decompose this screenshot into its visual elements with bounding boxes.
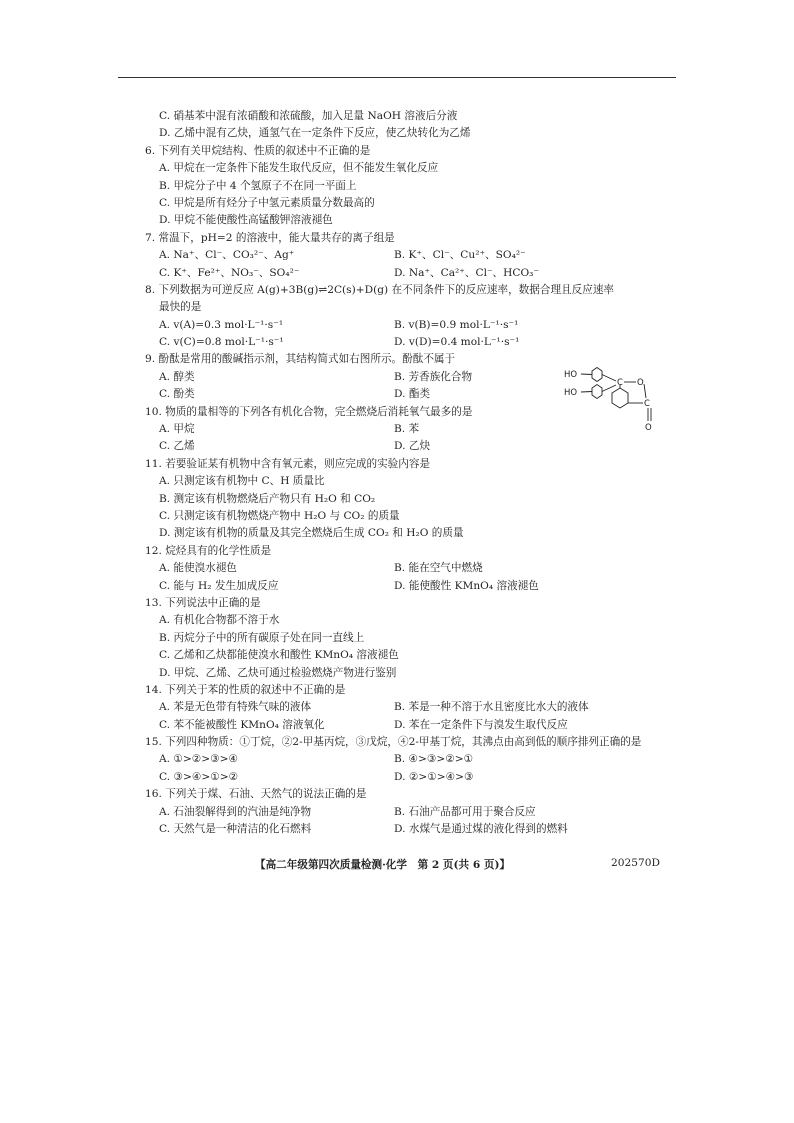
question-13-option-d: D. 甲烷、乙烯、乙炔可通过检验燃烧产物进行鉴别 bbox=[159, 666, 397, 679]
question-10-stem: 10. 物质的量相等的下列各有机化合物，完全燃烧后消耗氧气最多的是 bbox=[145, 405, 473, 418]
question-13-option-c: C. 乙烯和乙炔都能使溴水和酸性 KMnO₄ 溶液褪色 bbox=[159, 649, 399, 662]
formula-label-o-ring: O bbox=[637, 378, 644, 388]
question-8-stem-cont: 最快的是 bbox=[159, 301, 202, 314]
header-rule bbox=[118, 77, 676, 78]
carry-option-d: D. 乙烯中混有乙炔，通氢气在一定条件下反应，使乙炔转化为乙烯 bbox=[159, 127, 471, 140]
question-8-option-b: B. v(B)=0.9 mol·L⁻¹·s⁻¹ bbox=[394, 318, 519, 331]
question-14-row-2 bbox=[145, 717, 685, 734]
question-8-option-a: A. v(A)=0.3 mol·L⁻¹·s⁻¹ bbox=[159, 318, 284, 331]
exam-code: 202570D bbox=[611, 857, 660, 869]
question-9-option-c: C. 酚类 bbox=[159, 388, 195, 401]
question-10-option-a: A. 甲烷 bbox=[159, 423, 195, 436]
question-8-row-1 bbox=[145, 317, 685, 334]
question-15-option-c: C. ③>④>①>② bbox=[159, 770, 239, 783]
question-8-row-2 bbox=[145, 334, 685, 351]
question-12-row-1 bbox=[145, 560, 685, 577]
question-11-option-b: B. 测定该有机物燃烧后产物只有 H₂O 和 CO₂ bbox=[159, 492, 376, 505]
phenol-ring-lower bbox=[592, 385, 602, 399]
question-15-option-d: D. ②>①>④>③ bbox=[394, 770, 474, 783]
question-9-option-a: A. 醇类 bbox=[159, 370, 195, 383]
question-9-option-d: D. 酯类 bbox=[394, 388, 431, 401]
question-6-option-a: A. 甲烷在一定条件下能发生取代反应，但不能发生氧化反应 bbox=[159, 162, 439, 175]
phenolphthalein-structure bbox=[564, 367, 670, 437]
question-7-stem: 7. 常温下，pH=2 的溶液中，能大量共存的离子组是 bbox=[145, 231, 395, 244]
question-13-stem: 13. 下列说法中正确的是 bbox=[145, 596, 261, 609]
question-14-option-d: D. 苯在一定条件下与溴发生取代反应 bbox=[394, 718, 568, 731]
question-10-option-c: C. 乙烯 bbox=[159, 440, 195, 453]
lactone-benzene-ring bbox=[612, 388, 628, 408]
question-14-option-a: A. 苯是无色带有特殊气味的液体 bbox=[159, 701, 312, 714]
bond-ho-ring-1 bbox=[581, 374, 592, 375]
question-12-stem: 12. 烷烃具有的化学性质是 bbox=[145, 544, 272, 557]
question-12-option-c: C. 能与 H₂ 发生加成反应 bbox=[159, 579, 279, 592]
bond-ring2-c bbox=[602, 385, 616, 392]
formula-label-ho-2: HO bbox=[564, 388, 578, 398]
question-16-option-b: B. 石油产品都可用于聚合反应 bbox=[394, 805, 536, 818]
question-15-row-1 bbox=[145, 751, 685, 768]
bond-o-carbonyl bbox=[644, 384, 646, 398]
question-10-option-d: D. 乙炔 bbox=[394, 440, 431, 453]
question-7-option-a: A. Na⁺、Cl⁻、CO₃²⁻、Ag⁺ bbox=[159, 249, 295, 262]
formula-label-c: C bbox=[617, 378, 623, 388]
question-14-stem: 14. 下列关于苯的性质的叙述中不正确的是 bbox=[145, 683, 346, 696]
formula-label-o-carbonyl: O bbox=[645, 423, 652, 433]
question-8-option-d: D. v(D)=0.4 mol·L⁻¹·s⁻¹ bbox=[394, 336, 520, 349]
question-6-option-c: C. 甲烷是所有烃分子中氢元素质量分数最高的 bbox=[159, 196, 375, 209]
question-7-row-1 bbox=[145, 247, 685, 264]
question-16-row-1 bbox=[145, 804, 685, 821]
question-9-option-b: B. 芳香族化合物 bbox=[394, 370, 473, 383]
formula-label-c-carbonyl: C bbox=[644, 399, 650, 409]
phenol-ring-upper bbox=[592, 368, 602, 382]
question-9-stem: 9. 酚酞是常用的酸碱指示剂，其结构简式如右图所示。酚酞不属于 bbox=[145, 353, 456, 366]
carry-option-c: C. 硝基苯中混有浓硝酸和浓硫酸，加入足量 NaOH 溶液后分液 bbox=[159, 110, 458, 122]
question-7-option-c: C. K⁺、Fe²⁺、NO₃⁻、SO₄²⁻ bbox=[159, 266, 300, 279]
question-16-option-c: C. 天然气是一种清洁的化石燃料 bbox=[159, 823, 312, 836]
question-12-option-a: A. 能使溴水褪色 bbox=[159, 562, 237, 575]
bond-ring1-c bbox=[602, 375, 616, 382]
question-6-stem: 6. 下列有关甲烷结构、性质的叙述中不正确的是 bbox=[145, 144, 371, 157]
bond-ho-ring-2 bbox=[581, 392, 592, 393]
question-13-option-a: A. 有机化合物都不溶于水 bbox=[159, 614, 280, 627]
question-16-stem: 16. 下列关于煤、石油、天然气的说法正确的是 bbox=[145, 788, 367, 801]
exam-content bbox=[145, 108, 685, 838]
question-8-stem: 8. 下列数据为可逆反应 A(g)+3B(g)⇌2C(s)+D(g) 在不同条件下的反应速率，数据合理且反应速率 bbox=[145, 283, 615, 296]
question-10-row-2 bbox=[145, 438, 685, 455]
question-16-option-d: D. 水煤气是通过煤的液化得到的燃料 bbox=[394, 823, 568, 836]
question-15-option-b: B. ④>③>②>① bbox=[394, 753, 474, 766]
question-15-option-a: A. ①>②>③>④ bbox=[159, 753, 239, 766]
question-8-option-c: C. v(C)=0.8 mol·L⁻¹·s⁻¹ bbox=[159, 336, 284, 349]
question-11-option-c: C. 只测定该有机物燃烧产物中 H₂O 与 CO₂ 的质量 bbox=[159, 509, 400, 522]
question-12-option-d: D. 能使酸性 KMnO₄ 溶液褪色 bbox=[394, 579, 539, 592]
question-7-option-d: D. Na⁺、Ca²⁺、Cl⁻、HCO₃⁻ bbox=[394, 266, 540, 279]
question-11-option-d: D. 测定该有机物的质量及其完全燃烧后生成 CO₂ 和 H₂O 的质量 bbox=[159, 527, 464, 540]
question-14-option-b: B. 苯是一种不溶于水且密度比水大的液体 bbox=[394, 701, 589, 714]
question-12-row-2 bbox=[145, 578, 685, 595]
question-7-option-b: B. K⁺、Cl⁻、Cu²⁺、SO₄²⁻ bbox=[394, 249, 526, 262]
question-10-option-b: B. 苯 bbox=[394, 423, 420, 436]
question-14-row-1 bbox=[145, 699, 685, 716]
question-14-option-c: C. 苯不能被酸性 KMnO₄ 溶液氧化 bbox=[159, 718, 325, 731]
page-footer: 【高二年级第四次质量检测·化学 第 2 页(共 6 页)】 bbox=[255, 859, 511, 871]
question-11-stem: 11. 若要验证某有机物中含有氧元素，则应完成的实验内容是 bbox=[145, 457, 431, 470]
question-7-row-2 bbox=[145, 265, 685, 282]
question-16-option-a: A. 石油裂解得到的汽油是纯净物 bbox=[159, 805, 312, 818]
question-15-row-2 bbox=[145, 769, 685, 786]
question-13-option-b: B. 丙烷分子中的所有碳原子处在同一直线上 bbox=[159, 631, 365, 644]
question-12-option-b: B. 能在空气中燃烧 bbox=[394, 562, 483, 575]
question-15-stem: 15. 下列四种物质：①丁烷，②2-甲基丙烷，③戊烷，④2-甲基丁烷，其沸点由高到低的顺序排列正确的是 bbox=[145, 736, 642, 749]
formula-label-ho-1: HO bbox=[564, 370, 578, 380]
question-11-option-a: A. 只测定该有机物中 C、H 质量比 bbox=[159, 475, 325, 488]
question-6-option-b: B. 甲烷分子中 4 个氢原子不在同一平面上 bbox=[159, 179, 357, 192]
question-16-row-2 bbox=[145, 821, 685, 838]
question-6-option-d: D. 甲烷不能使酸性高锰酸钾溶液褪色 bbox=[159, 214, 333, 227]
